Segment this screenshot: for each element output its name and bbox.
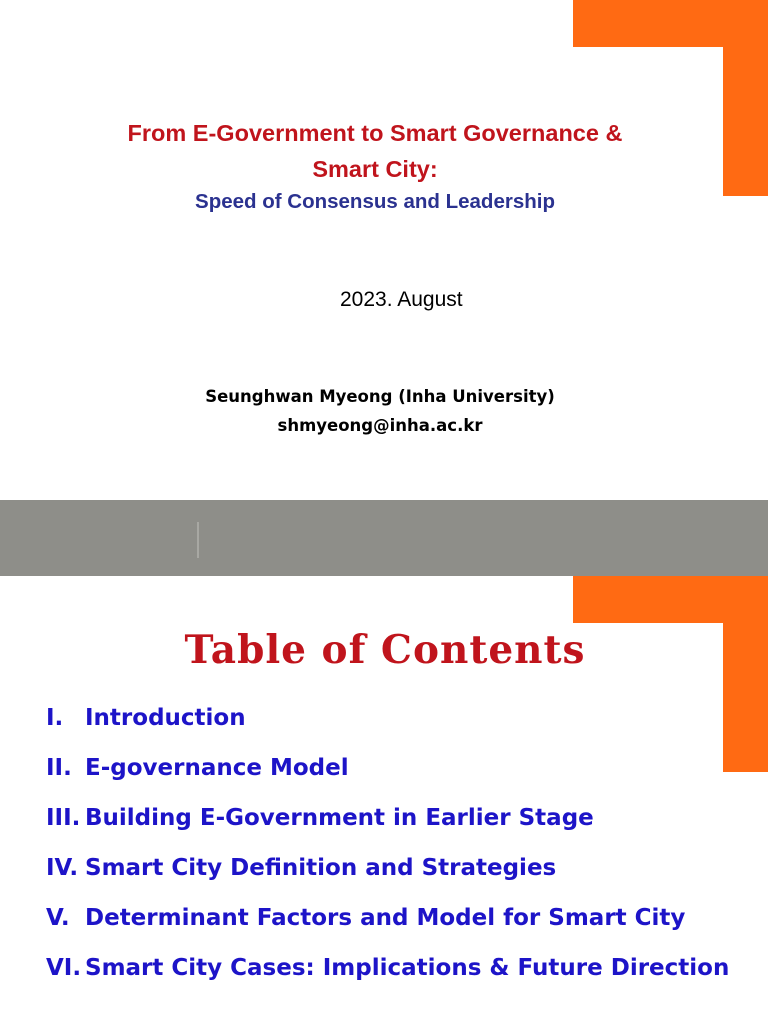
toc-item <box>46 902 736 935</box>
toc-item-text: E-governance Model <box>85 755 349 781</box>
toc-item-text: Smart City Cases: Implications & Future Direction <box>85 955 730 981</box>
toc-item-text: Determinant Factors and Model for Smart City <box>85 905 686 931</box>
toc-item <box>46 752 736 785</box>
presentation-date: 2023. August <box>340 288 463 311</box>
title-slide <box>0 0 768 500</box>
toc-item-number: IV. <box>46 855 79 881</box>
toc-item <box>46 802 736 835</box>
toc-item-text: Building E-Government in Earlier Stage <box>85 805 594 831</box>
toc-title: Table of Contents <box>184 627 586 673</box>
toc-item <box>46 852 736 885</box>
toc-item-number: II. <box>46 755 72 781</box>
toc-slide <box>0 576 768 1024</box>
slide-title <box>40 115 710 187</box>
title-line-1: From E-Government to Smart Governance & <box>127 120 623 146</box>
toc-item-text: Smart City Definition and Strategies <box>85 855 557 881</box>
title-line-2: Smart City: <box>312 156 438 182</box>
toc-item-text: Introduction <box>85 705 246 731</box>
divider-line <box>197 522 199 558</box>
orange-corner-side <box>723 0 768 196</box>
toc-item-number: VI. <box>46 955 82 981</box>
toc-item-number: III. <box>46 805 81 831</box>
author-name: Seunghwan Myeong (Inha University) <box>205 387 555 406</box>
toc-item-number: I. <box>46 705 64 731</box>
author-email: shmyeong@inha.ac.kr <box>277 416 483 435</box>
toc-list <box>46 702 736 1002</box>
toc-item <box>46 952 736 985</box>
toc-item <box>46 702 736 735</box>
toc-item-number: V. <box>46 905 70 931</box>
slide-subtitle: Speed of Consensus and Leadership <box>195 190 555 213</box>
slide-divider <box>0 500 768 576</box>
